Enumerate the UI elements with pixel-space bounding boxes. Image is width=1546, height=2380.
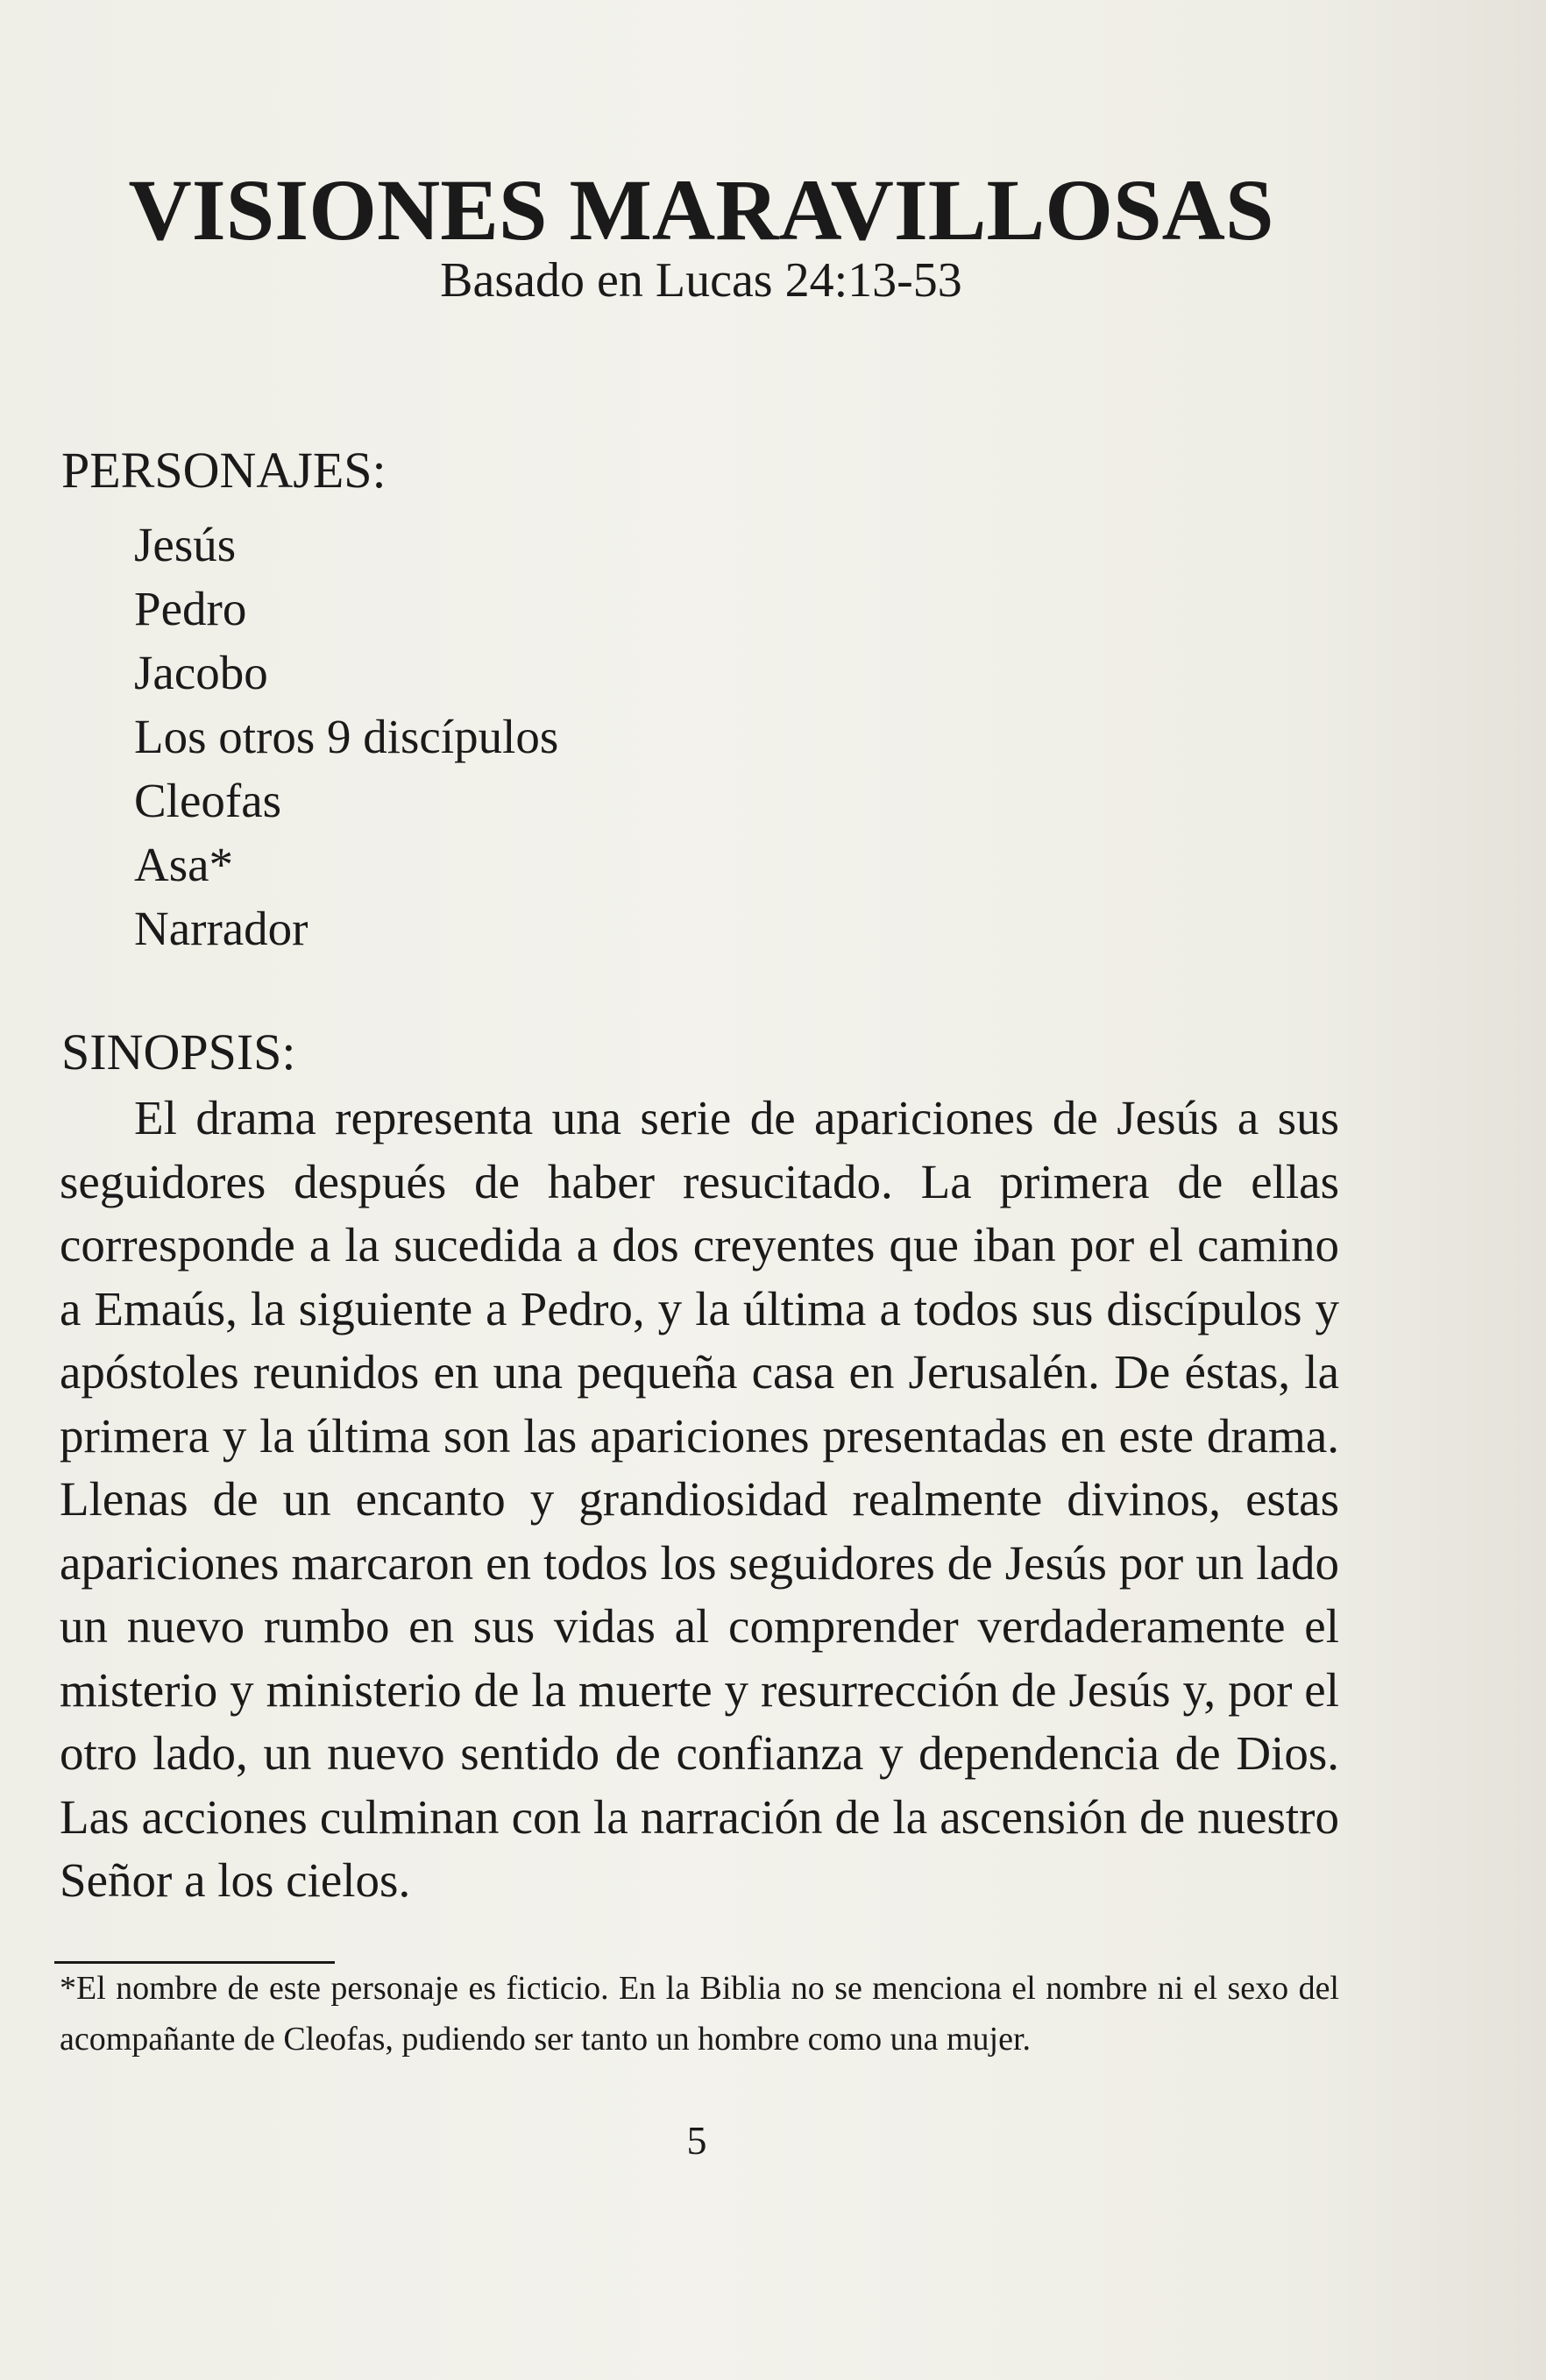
characters-list <box>134 513 558 960</box>
synopsis-paragraph: El drama representa una serie de apariciones de Jesús a sus seguidores después de haber resucitado. La primera de ellas corresponde a la sucedida a dos creyentes que iban por el camino a Emaús, la siguiente a Pedro, y la última a todos sus discípulos y apóstoles reunidos en una pequeña casa en Jerusalén. De éstas, la primera y la última son las apariciones presentadas en este drama. Llenas de un encanto y grandiosidad realmente divinos, estas apariciones marcaron en todos los seguidores de Jesús por un lado un nuevo rumbo en sus vidas al comprender verdaderamente el misterio y ministerio de la muerte y resurrección de Jesús y, por el otro lado, un nuevo sentido de confianza y dependencia de Dios. Las acciones culminan con la narración de la ascensión de nuestro Señor a los cielos. <box>60 1091 1339 1907</box>
page-title: VISIONES MARAVILLOSAS <box>128 161 1274 259</box>
character-item: Jesús <box>134 518 237 571</box>
footnote-text: *El nombre de este personaje es ficticio. En la Biblia no se menciona el nombre ni el sexo del acompañante de Cleofas, pudiendo ser tanto un hombre como una mujer. <box>60 1970 1339 2058</box>
synopsis-heading: SINOPSIS: <box>61 1024 296 1080</box>
character-item: Narrador <box>134 902 308 955</box>
character-item: Cleofas <box>134 774 282 827</box>
character-item: Pedro <box>134 582 247 635</box>
character-item: Los otros 9 discípulos <box>134 710 559 763</box>
page-subtitle: Basado en Lucas 24:13-53 <box>440 253 962 308</box>
character-item: Jacobo <box>134 646 268 699</box>
characters-heading: PERSONAJES: <box>61 442 386 499</box>
page-number: 5 <box>686 2118 707 2163</box>
character-item: Asa* <box>134 838 234 891</box>
